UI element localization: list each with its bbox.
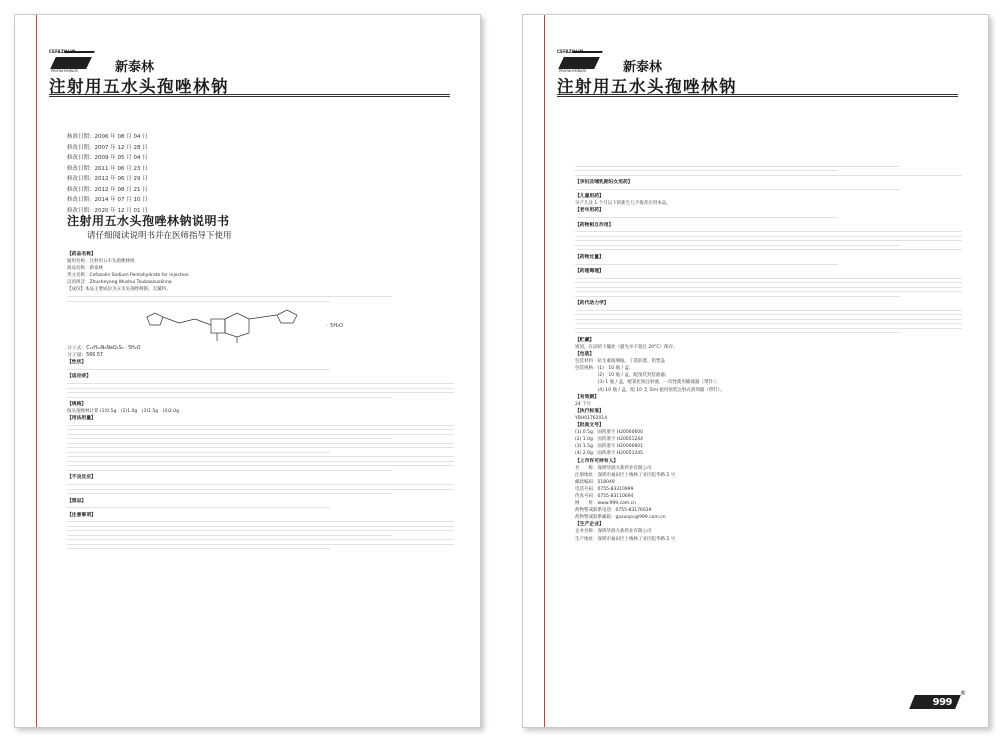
illegible-text-line [575, 278, 962, 279]
revision-date: 修改日期：2011 年 06 月 23 日 [67, 165, 148, 172]
illegible-text-line [575, 287, 962, 288]
maker-line: 企业名称：深圳华润九新药业有限公司 [575, 529, 652, 535]
illegible-text-line [67, 429, 454, 430]
illegible-text-line [575, 332, 900, 333]
illegible-text-line [67, 493, 392, 494]
rule [557, 94, 958, 95]
product-title: 注射用五水头孢唑林钠 [49, 77, 229, 96]
mah-line: 邮政编码：518049 [575, 479, 615, 485]
section-heading: 【禁忌】 [67, 498, 87, 504]
illegible-text-line [67, 434, 454, 435]
illegible-text-line [575, 310, 962, 311]
approval-line: (4) 2.0g：国药准字 H20051245 [575, 451, 644, 457]
section-heading: 【不良反应】 [67, 475, 96, 481]
children-note: 早产儿及 1 个月以下的新生儿不推荐应用本品。 [575, 201, 671, 207]
illegible-text-line [67, 489, 454, 490]
logo-mark: CEFAZOLIN PENTAHYDRATE [49, 49, 113, 75]
section-heading: 【药物相互作用】 [575, 222, 614, 228]
illegible-text-line [67, 443, 454, 444]
illegible-text-line [575, 314, 962, 315]
product-title: 注射用五水头孢唑林钠 [557, 77, 737, 96]
rule [49, 94, 450, 95]
illegible-text-line [67, 456, 454, 457]
illegible-text-line [67, 539, 454, 540]
leaflet-page-right [522, 14, 989, 728]
illegible-text-line [67, 548, 330, 549]
revision-date: 修改日期：2007 年 12 月 28 日 [67, 144, 148, 151]
illegible-text-line [67, 535, 392, 536]
brand-logo [557, 49, 662, 75]
illegible-text-line [575, 319, 962, 320]
package-line: 包装材料：抗生素玻璃瓶、丁基胶塞、铝塑盖 [575, 359, 665, 365]
approval-line: (2) 1.0g：国药准字 H20051244 [575, 437, 644, 443]
section-heading: 【生产企业】 [575, 522, 604, 528]
text-line: 英文名称：Cefazolin Sodium Pentahydrate for Injection [67, 273, 189, 279]
spec-line: 按头孢唑林计算 (1)0.5g (2)1.0g (3)1.5g (4)2.0g [67, 409, 179, 415]
section-heading: 【药理毒理】 [575, 269, 604, 275]
package-line: (3) 1 瓶 / 盒，配氯化钠注射液，一次性使用输液器（带针）； [575, 380, 720, 386]
illegible-text-line [575, 217, 838, 218]
section-heading: 【有效期】 [575, 394, 599, 400]
rule [557, 96, 958, 97]
mah-line: 名 称：深圳华润九新药业有限公司 [575, 465, 652, 471]
illegible-text-line [67, 397, 392, 398]
section-heading: 【上市许可持有人】 [575, 458, 619, 464]
package-line: (2) 10 瓶 / 盒，配预装封装液器； [575, 373, 670, 379]
composition-line: 【成份】本品主要成份为五水头孢唑林钠。无辅料。 [67, 287, 171, 293]
illegible-text-line [575, 166, 900, 167]
illegible-text-line [67, 530, 454, 531]
illegible-text-line [575, 175, 962, 176]
section-heading: 【儿童用药】 [575, 194, 604, 200]
approval-line: (1) 0.5g：国药准字 H20060600 [575, 430, 644, 436]
illegible-text-line [575, 245, 900, 246]
illegible-text-line [67, 465, 454, 466]
rule [49, 96, 450, 97]
brand-logo [49, 49, 154, 75]
illegible-text-line [575, 240, 962, 241]
section-heading: 【药品名称】 [67, 252, 96, 257]
illegible-text-line [67, 392, 454, 393]
section-heading: 【药代动力学】 [575, 301, 609, 307]
revision-date: 核准日期：2006 年 08 月 04 日 [67, 134, 148, 140]
standard-value: YBH01762014 [575, 415, 608, 421]
illegible-text-line [575, 249, 962, 250]
illegible-text-line [67, 484, 454, 485]
illegible-text-line [67, 425, 454, 426]
leaflet-body [575, 163, 962, 543]
illegible-text-line [67, 521, 454, 522]
section-heading: 【包装】 [575, 352, 595, 358]
illegible-text-line [575, 264, 838, 265]
approval-line: (3) 1.5g：国药准字 H20060601 [575, 444, 644, 450]
structural-formula [67, 305, 454, 345]
package-line: 包装规格：(1) 10 瓶 / 盒； [575, 366, 634, 372]
leaflet-body [67, 251, 454, 553]
mah-line: 注册地址：深圳市福田区上梅林工业区院华路 2 号 [575, 472, 676, 478]
illegible-text-line [575, 170, 838, 171]
illegible-text-line [67, 301, 330, 302]
document-subtitle: 请仔细阅读说明书并在医师指导下使用 [87, 231, 232, 241]
section-heading: 【性状】 [67, 360, 87, 366]
illegible-text-line [575, 323, 962, 324]
mah-line: 药物警戒联系邮箱：gosunpv@999.com.cn [575, 515, 666, 521]
logo-mark: CEFAZOLIN PENTAHYDRATE [557, 49, 621, 75]
section-heading: 【规格】 [67, 402, 87, 408]
registered-mark: ® [960, 690, 966, 697]
revision-date: 修改日期：2020 年 12 月 01 日 [67, 207, 148, 214]
section-heading: 【药物过量】 [575, 254, 604, 260]
brand-name: 新泰林 [623, 60, 663, 75]
section-heading: 【老年用药】 [575, 208, 604, 214]
illegible-text-line [67, 388, 454, 389]
section-heading: 【批准文号】 [575, 423, 604, 429]
molecule-diagram [127, 305, 457, 345]
revision-date: 修改日期：2014 年 07 月 10 日 [67, 197, 148, 203]
mah-line: 药物警戒联系电话：0755-83176039 [575, 508, 652, 514]
illegible-text-line [67, 447, 454, 448]
storage-line: 密闭，在凉暗干燥处（避光并不超过 20°C）保存。 [575, 345, 678, 350]
brand-number: 999 [932, 697, 952, 708]
revision-date: 修改日期：2012 年 06 月 29 日 [67, 176, 148, 182]
revision-dates [67, 132, 148, 216]
text-line: 通用名称：注射用五水头孢唑林钠 [67, 259, 135, 265]
illegible-text-line [67, 544, 454, 545]
brand-name: 新泰林 [115, 60, 155, 75]
text-line: 汉语拼音：Zhusheyong Wushui Toubaozuolinna [67, 280, 172, 286]
illegible-text-line [67, 470, 392, 471]
section-heading: 【执行标准】 [575, 408, 604, 414]
mah-line: 传真号码：0755-83110694 [575, 493, 634, 499]
illegible-text-line [67, 507, 330, 508]
illegible-text-line [575, 291, 962, 292]
mah-line: 网 址：www.999.com.cn [575, 501, 636, 507]
section-heading: 【注意事项】 [67, 512, 96, 518]
molecular-weight: 分子量：566.57 [67, 353, 103, 359]
illegible-text-line [67, 526, 454, 527]
maker-line: 生产地址：深圳市福田区上梅林工业区院华路 2 号 [575, 536, 676, 542]
illegible-text-line [575, 231, 962, 232]
illegible-text-line [575, 282, 962, 283]
illegible-text-line [575, 236, 962, 237]
section-heading: 【适应症】 [67, 374, 91, 380]
illegible-text-line [67, 369, 330, 370]
molecular-formula: 分子式：C₁₄H₁₃N₈NaO₄S₃ · 5H₂O [67, 346, 141, 352]
validity-value: 24 个月 [575, 401, 592, 407]
illegible-text-line [575, 189, 900, 190]
leaflet-page-left [14, 14, 481, 728]
mah-line: 电话号码：0755-83310999 [575, 486, 634, 492]
revision-date: 修改日期：2009 年 05 月 04 日 [67, 155, 148, 161]
section-heading: 【用法用量】 [67, 416, 96, 422]
illegible-text-line [67, 461, 454, 462]
section-heading: 【孕妇及哺乳期妇女用药】 [575, 180, 633, 186]
illegible-text-line [67, 296, 392, 297]
package-line: (4) 10 瓶 / 盒，配 10 支 5ml 使用预装注射式溶剂器（带针）。 [575, 387, 725, 393]
margin-line [36, 15, 37, 727]
hydrate-label: · 5H₂O [327, 323, 344, 330]
section-heading: 【贮藏】 [575, 337, 595, 343]
illegible-text-line [67, 383, 454, 384]
text-line: 商品名称：新泰林 [67, 266, 103, 272]
illegible-text-line [575, 328, 962, 329]
document-title: 注射用五水头孢唑林钠说明书 [67, 214, 230, 228]
illegible-text-line [67, 438, 392, 439]
illegible-text-line [67, 452, 330, 453]
margin-line [544, 15, 545, 727]
revision-date: 修改日期：2012 年 08 月 21 日 [67, 186, 148, 193]
illegible-text-line [575, 296, 900, 297]
